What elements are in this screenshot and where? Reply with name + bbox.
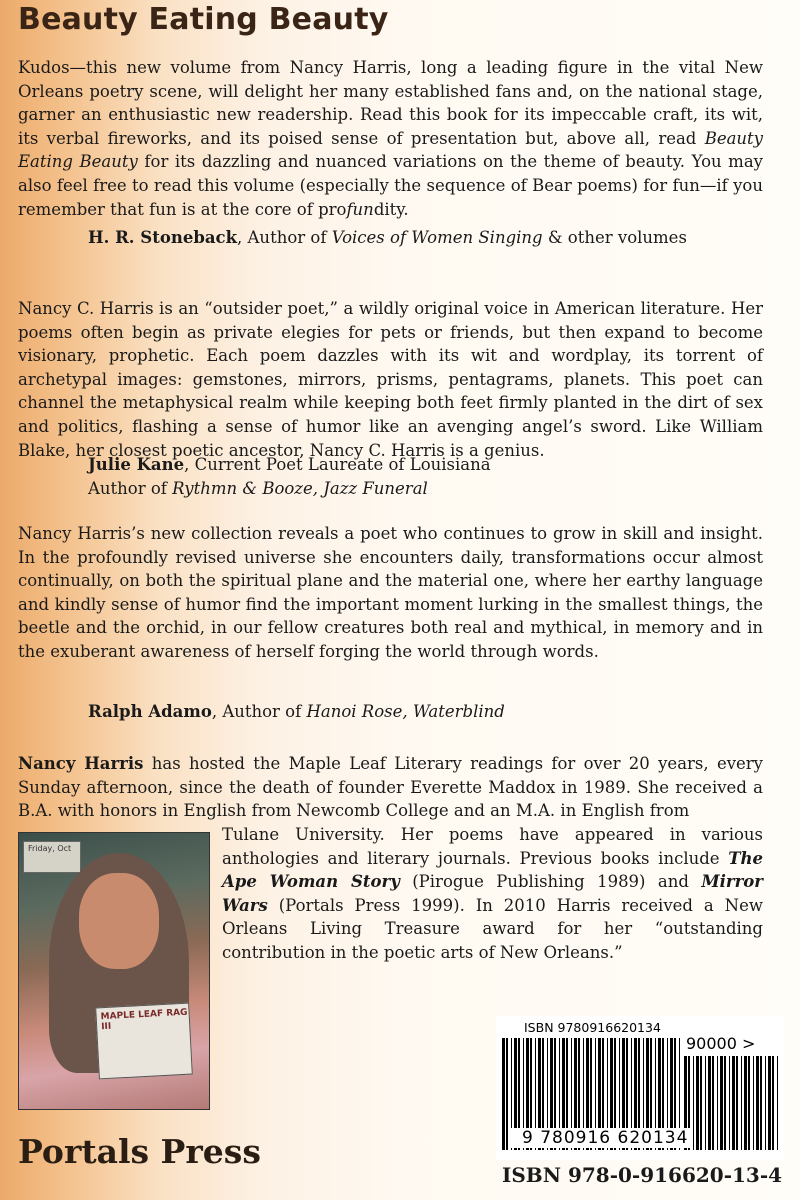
attribution-role: Author of [88,479,173,498]
bio-text: has hosted the Maple Leaf Literary readings for over 20 years, every Sunday afternoon, since the death of founder Everette Maddox in 1989. She received a B.A. with honors in English from Newcomb College and an M.A. in English from [18,754,764,821]
barcode-bar [732,1056,735,1150]
photo-face [79,873,159,969]
barcode-bar [705,1056,706,1150]
barcode-bar [502,1038,505,1150]
attribution-book: Hanoi Rose, Waterblind [306,702,505,721]
blurb-text: for its dazzling and nuanced variations on the theme of beauty. You may also feel free to read this volume (especially the sequence of Bear poems) for fun—if you remember that fun is at the core of pro [18,152,763,219]
barcode-bar [700,1056,702,1150]
attribution-role: , Current Poet Laureate of Louisiana [184,455,491,474]
attribution-book: Rythmn & Booze, Jazz Funeral [172,479,428,498]
attribution-adamo [88,700,505,724]
barcode-digits: 9 780916 620134 [510,1128,692,1148]
bio-first-lines [18,752,763,823]
barcode-isbn-label: ISBN 9780916620134 [524,1020,661,1035]
photo-book [95,1003,193,1080]
bio-book: The Ape Woman Story [222,848,763,892]
blurb-stoneback [18,56,763,221]
attribution-role: & other volumes [542,228,687,247]
blurb-text: dity. [373,199,409,219]
author-photo [18,832,210,1110]
attribution-kane [88,453,491,477]
blurb-adamo: Nancy Harris’s new collection reveals a poet who continues to grow in skill and insight. In the profoundly revised universe she encounters daily, transformations occur almost continually, on both the spiritual plane and the material one, where her earthy language and kindly sense of humor find the important moment lurking in the smallest things, the beetle and the orchid, in our fellow creatures both real and mythical, in memory and in the exuberant awareness of herself forging the world through words. [18,524,763,661]
barcode-bar [720,1056,723,1150]
barcode-bar [696,1056,699,1150]
photo-sign [23,841,81,873]
bio-name: Nancy Harris [18,754,144,773]
barcode-bar [777,1056,778,1150]
bio-wrapped [222,823,763,965]
book-title: Beauty Eating Beauty [18,2,389,37]
barcode-bar [753,1056,754,1150]
barcode-bar [760,1056,762,1150]
attribution-stoneback [88,226,687,250]
attribution-author: Ralph Adamo [88,702,212,721]
attribution-book: Voices of Women Singing [331,228,543,247]
barcode-bar [729,1056,730,1150]
blurb-kane: Nancy C. Harris is an “outsider poet,” a wildly original voice in American literature. Her poems often begin as private elegies for pets or friends, but then expand to become visionary, prophetic. Each poem dazzles with its wit and wordplay, its torrent of archetypal images: gemstones, mirrors, prisms, pentagrams, planets. This poet can channel the metaphysical realm while keeping both feet firmly planted in the dirt of sex and politics, flashing a sense of humor like an avenging angel’s sword. Like William Blake, her closest poetic ancestor, Nancy C. Harris is a genius. [18,299,763,460]
barcode-bar [748,1056,750,1150]
attribution-author: Julie Kane [88,455,185,474]
bio-text: (Portals Press 1999). In 2010 Harris received a New Orleans Living Treasure award for her “outstanding contribution in the poetic arts of New Orleans.” [222,895,763,962]
barcode-bar [741,1056,742,1150]
attribution-kane-books [88,477,428,501]
barcode-bar [744,1056,747,1150]
barcode-bar [736,1056,738,1150]
attribution-author: H. R. Stoneback [88,228,238,247]
barcode-bar [765,1056,766,1150]
blurb-book-title: Beauty Eating Beauty [18,128,763,172]
publisher-name: Portals Press [18,1132,261,1171]
barcode-bar [724,1056,726,1150]
bio-text: Tulane University. Her poems have appeared in various anthologies and literary journals. Previous books include [222,825,763,868]
blurb-text: Kudos—this new volume from Nancy Harris, long a leading figure in the vital New Orleans poetry scene, will delight her many established fans and, on the national stage, garner an enthusiastic new readership. Read this book for its impeccable craft, its wit, its verbal fireworks, and its poised sense of presentation but, above all, read [18,58,763,148]
barcode-bar [693,1056,694,1150]
photo-sign-text: Friday, Oct [28,844,72,853]
barcode-bar [708,1056,711,1150]
barcode-bar [772,1056,774,1150]
barcode-bar [768,1056,771,1150]
barcode-bar [756,1056,759,1150]
barcode-bar [506,1038,508,1150]
barcode [496,1016,784,1160]
isbn-number: ISBN 978-0-916620-13-4 [502,1163,783,1187]
attribution-role: , Author of [211,702,307,721]
blurb-emphasis: fun [346,199,374,219]
barcode-bar [717,1056,718,1150]
barcode-price-code: 90000 > [686,1034,756,1053]
photo-book-title: MAPLE LEAF RAG III [100,1007,188,1033]
attribution-role: , Author of [237,228,332,247]
bio-text: (Pirogue Publishing 1989) and [399,872,702,892]
bio-book: Mirror Wars [222,872,763,915]
barcode-bar [712,1056,714,1150]
